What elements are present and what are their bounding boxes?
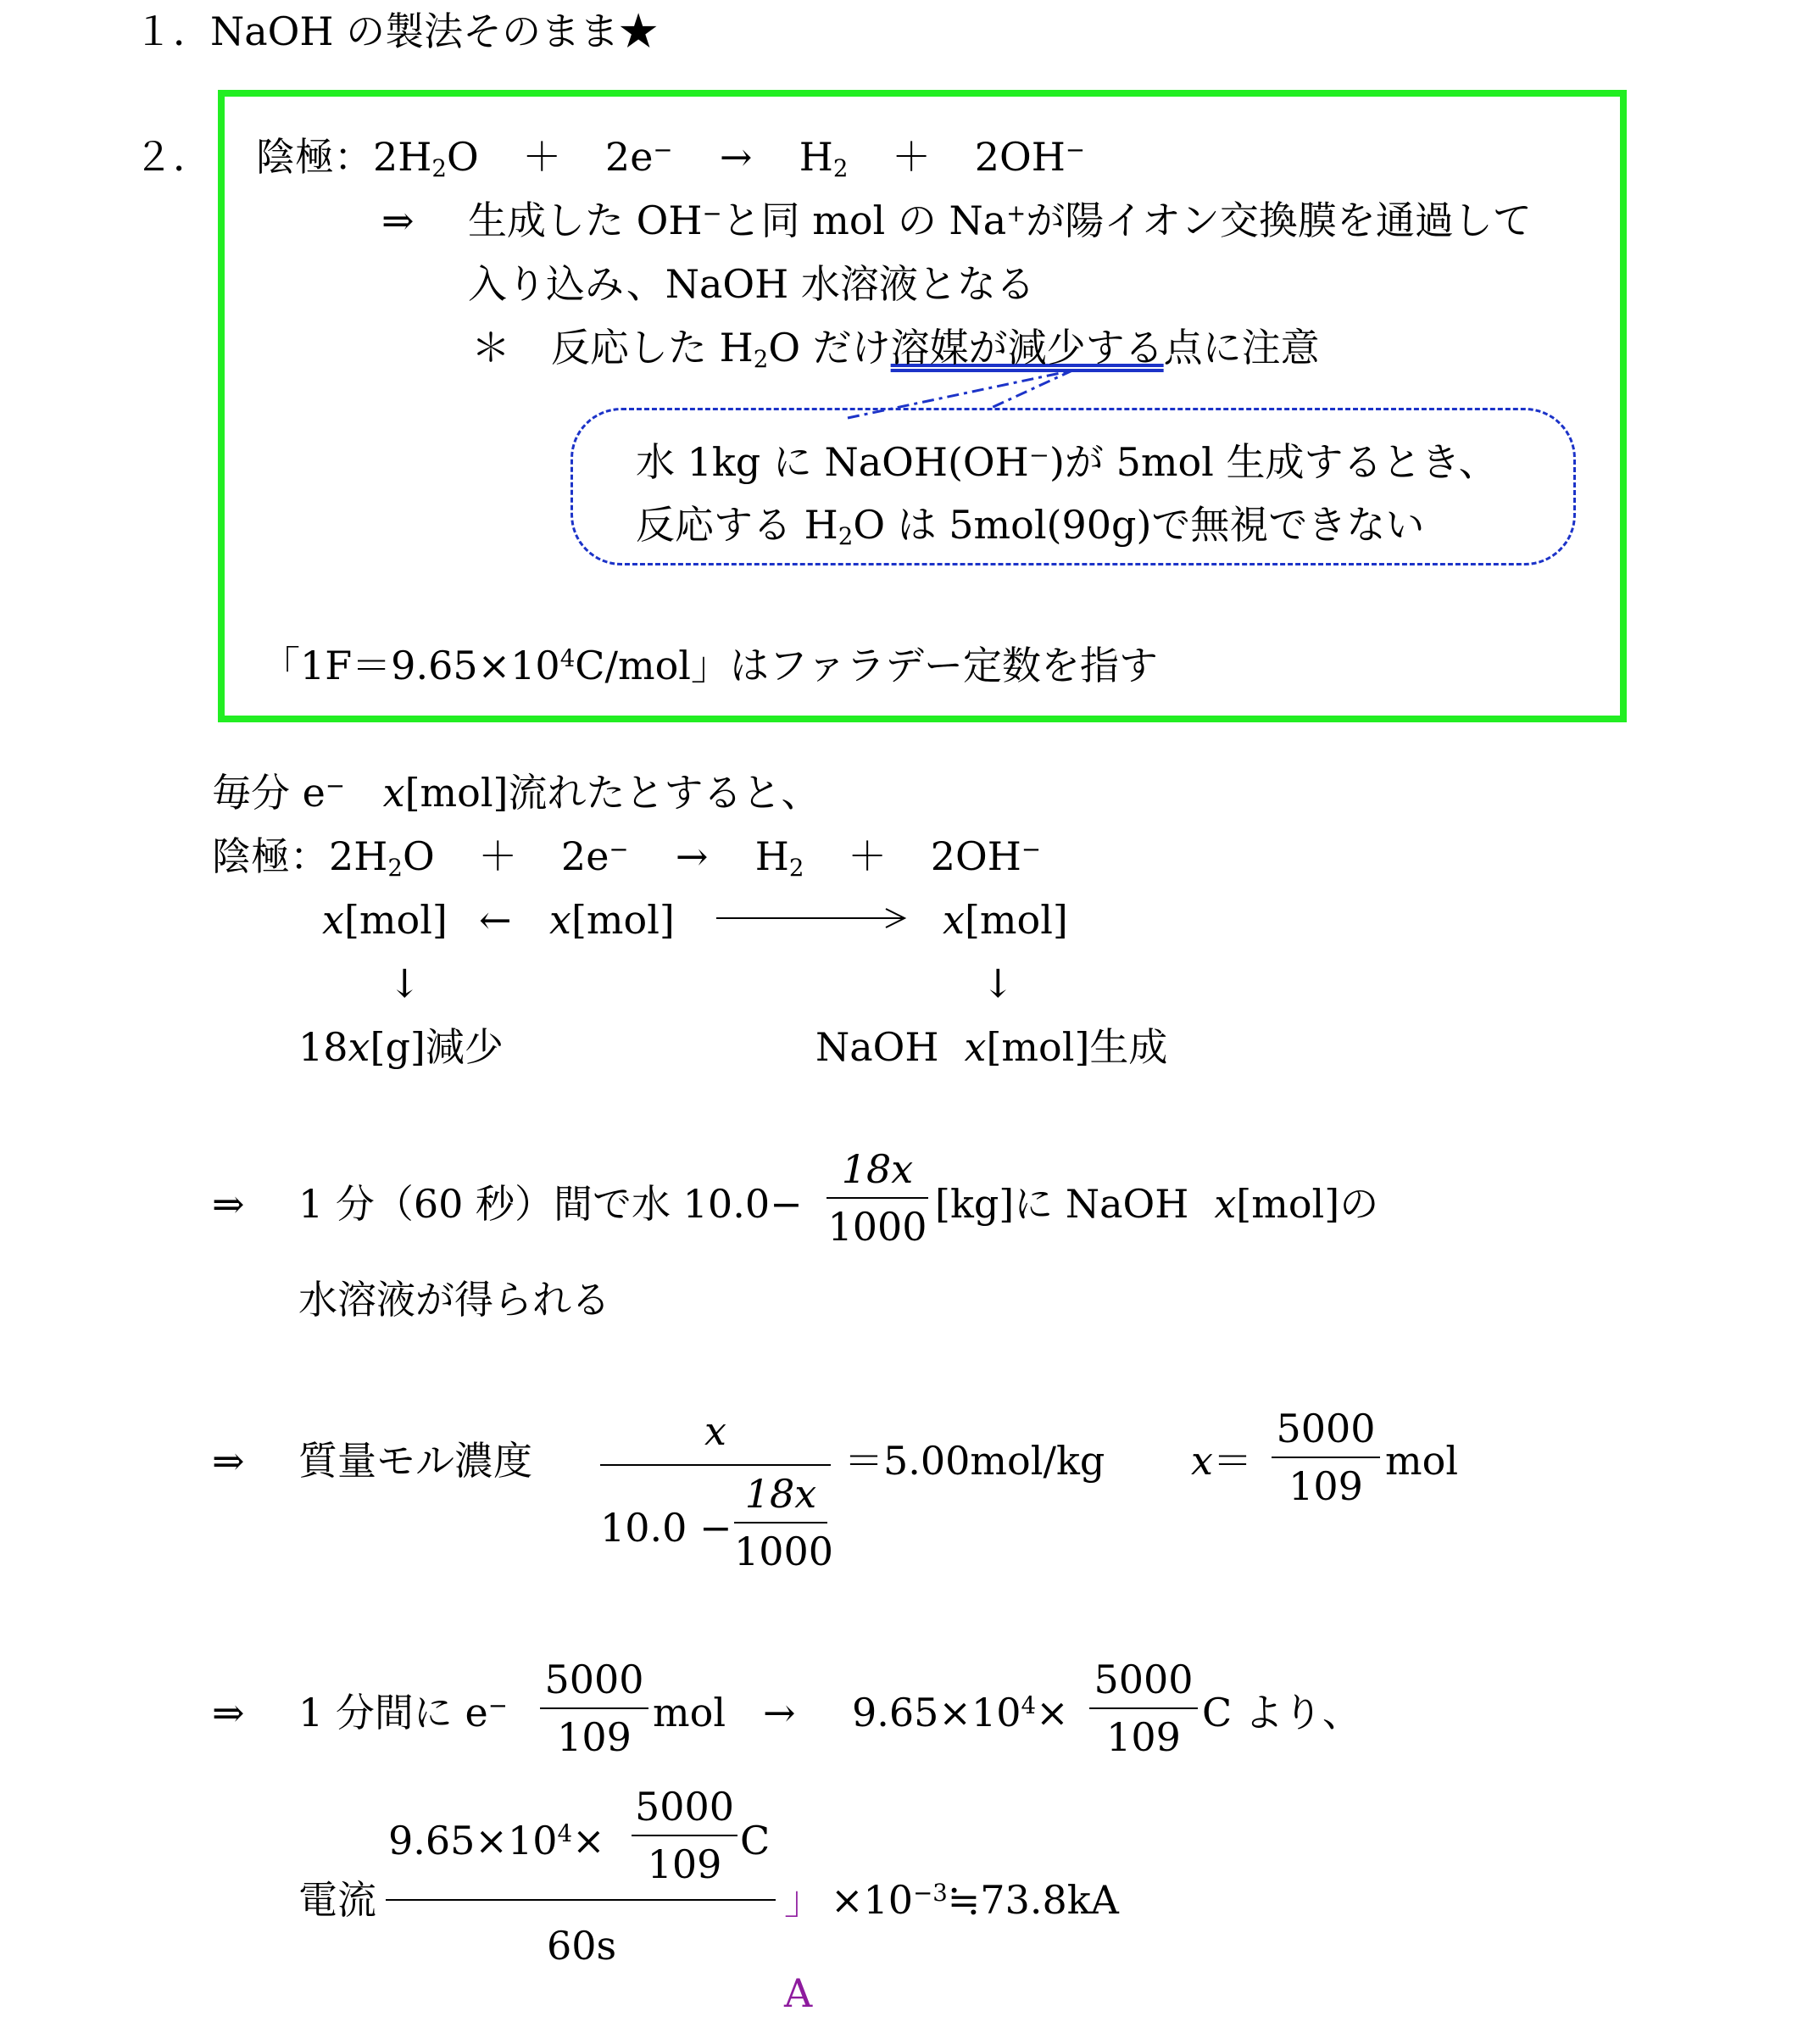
mol-row-water: x[mol] [322,897,448,943]
current-coulomb-unit: C [740,1818,771,1863]
current-result: $\times 10^{-3}≒73.8kA$ [831,1877,1119,1923]
molality-label: 質量モル濃度 [298,1438,532,1484]
mol-row-hydroxide: x[mol] [943,897,1068,943]
answer-marker-a: A [784,1970,813,2016]
q2-number: ２． [134,134,212,180]
q1-text: NaOH の製法そのまま★ [210,8,659,54]
step3-text-c: C より、 [1202,1690,1361,1735]
current-denominator: 60s [547,1923,617,1969]
step3-text-a: 1 分間に e− [298,1690,508,1735]
fraction-5000-over-109-c: 5000 109 [1089,1660,1198,1757]
q2-explanation-line1: 生成した OH−と同 mol の Na+が陽イオン交換膜を通過して [468,198,1532,243]
x-equals: x＝ [1191,1438,1252,1484]
q2-note: 反応した $H_2O$ だけ溶媒が減少する点に注意 [551,325,1320,373]
implies-arrow-3: ⇒ [212,1438,245,1484]
molality-fraction: x 10.0 − 18x 1000 [600,1408,834,1574]
current-label: 電流 [298,1877,376,1923]
mol-unit-a: mol [1385,1438,1459,1484]
q2-cathode-equation: 陰極：$2H_2O + 2e^- \to H_2 + 2OH^-$ [256,134,1085,182]
step3-arrow: → [763,1690,796,1735]
fraction-18x-over-1000: 18x 1000 [827,1146,927,1250]
answer-bracket: 」 [784,1877,823,1923]
long-right-arrow [716,905,911,931]
q1-number: １． [134,8,212,54]
bubble-line2: 反応する $H_2O$ は 5mol(90g)で無視できない [636,502,1425,550]
current-numerator-a: $9.65\times 10^4\times$ [388,1818,605,1863]
work-cathode-equation: 陰極：$2H_2O + 2e^- \to H_2 + 2OH^-$ [212,833,1041,882]
faraday-note: 「$1F=9.65\times 10^4C$/mol」はファラデー定数を指す [261,643,1159,688]
fraction-5000-over-109-d: 5000 109 [632,1787,737,1884]
cathode-label: 陰極： [256,134,373,180]
fraction-5000-over-109-b: 5000 109 [540,1660,648,1757]
fraction-5000-over-109-a: 5000 109 [1272,1409,1380,1506]
asterisk-mark: ＊ [471,325,510,370]
q2-explanation-line2: 入り込み、NaOH 水溶液となる [468,261,1035,307]
mol-unit-b: mol [653,1690,726,1735]
work-intro: 毎分 e− x[mol]流れたとすると、 [212,770,821,816]
down-arrow-right: ↓ [982,961,1015,1006]
left-arrow: ← [479,897,512,943]
down-arrow-left: ↓ [388,961,421,1006]
underlined-solvent-decrease: 溶媒が減少する [890,325,1164,370]
implies-arrow-4: ⇒ [212,1690,245,1735]
implies-arrow-1: ⇒ [381,198,415,243]
molality-value: ＝5.00mol/kg [844,1438,1105,1484]
current-fraction-bar [386,1899,776,1901]
step1-line2: 水溶液が得られる [298,1277,610,1323]
step3-text-b: $9.65\times 10^4\times$ [852,1690,1069,1735]
water-decrease: 18x[g]減少 [298,1024,504,1070]
mol-row-electron: x[mol] [549,897,675,943]
naoh-produced: NaOH x[mol]生成 [815,1024,1168,1070]
step1-text-a: 1 分（60 秒）間で水 10.0− [298,1181,803,1227]
bubble-line1: 水 1kg に NaOH(OH⁻)が 5mol 生成するとき、 [636,439,1498,485]
implies-arrow-2: ⇒ [212,1181,245,1227]
step1-text-b: [kg]に NaOH x[mol]の [935,1181,1379,1227]
